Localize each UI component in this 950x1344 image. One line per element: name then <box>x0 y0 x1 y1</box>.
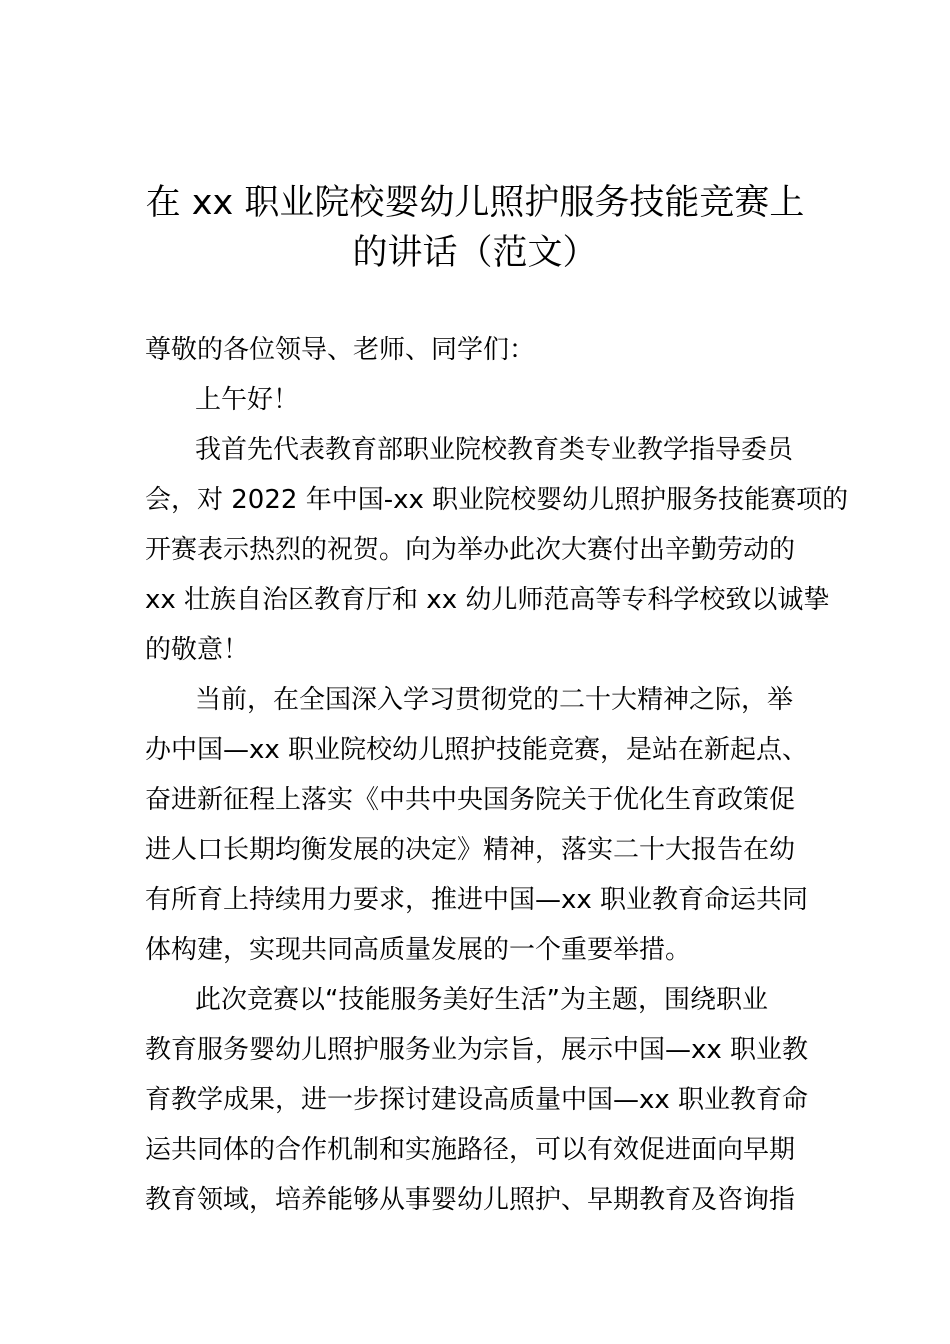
paragraph-3-line-3: 育教学成果，进一步探讨建设高质量中国—xx 职业教育命 <box>145 1085 809 1115</box>
paragraph-2-line-3: 奋进新征程上落实《中共中央国务院关于优化生育政策促 <box>145 785 796 815</box>
paragraph-1-line-4: xx 壮族自治区教育厅和 xx 幼儿师范高等专科学校致以诚挚 <box>145 585 830 615</box>
paragraph-1-line-5: 的敬意！ <box>145 635 250 665</box>
paragraph-3-line-1: 此次竞赛以“技能服务美好生活”为主题，围绕职业 <box>195 985 768 1015</box>
paragraph-3-line-2: 教育服务婴幼儿照护服务业为宗旨，展示中国—xx 职业教 <box>145 1035 809 1065</box>
title-line-2: 的讲话（范文） <box>352 233 598 273</box>
paragraph-1-line-1: 我首先代表教育部职业院校教育类专业教学指导委员 <box>195 435 794 465</box>
title-line-1: 在 xx 职业院校婴幼儿照护服务技能竞赛上 <box>145 183 805 223</box>
paragraph-2-line-1: 当前，在全国深入学习贯彻党的二十大精神之际，举 <box>195 685 794 715</box>
paragraph-1-line-3: 开赛表示热烈的祝贺。向为举办此次大赛付出辛勤劳动的 <box>145 535 796 565</box>
greeting: 上午好！ <box>195 385 300 415</box>
paragraph-3-line-5: 教育领域，培养能够从事婴幼儿照护、早期教育及咨询指 <box>145 1185 796 1215</box>
salutation: 尊敬的各位领导、老师、同学们： <box>145 335 536 365</box>
paragraph-2-line-2: 办中国—xx 职业院校幼儿照护技能竞赛，是站在新起点、 <box>145 735 809 765</box>
paragraph-1-line-2: 会，对 2022 年中国-xx 职业院校婴幼儿照护服务技能赛项的 <box>145 485 849 515</box>
paragraph-2-line-6: 体构建，实现共同高质量发展的一个重要举措。 <box>145 935 692 965</box>
document-title <box>120 178 830 278</box>
paragraph-2-line-5: 有所育上持续用力要求，推进中国—xx 职业教育命运共同 <box>145 885 809 915</box>
paragraph-3-line-4: 运共同体的合作机制和实施路径，可以有效促进面向早期 <box>145 1135 796 1165</box>
paragraph-2-line-4: 进人口长期均衡发展的决定》精神，落实二十大报告在幼 <box>145 835 796 865</box>
document-body <box>145 325 849 1225</box>
